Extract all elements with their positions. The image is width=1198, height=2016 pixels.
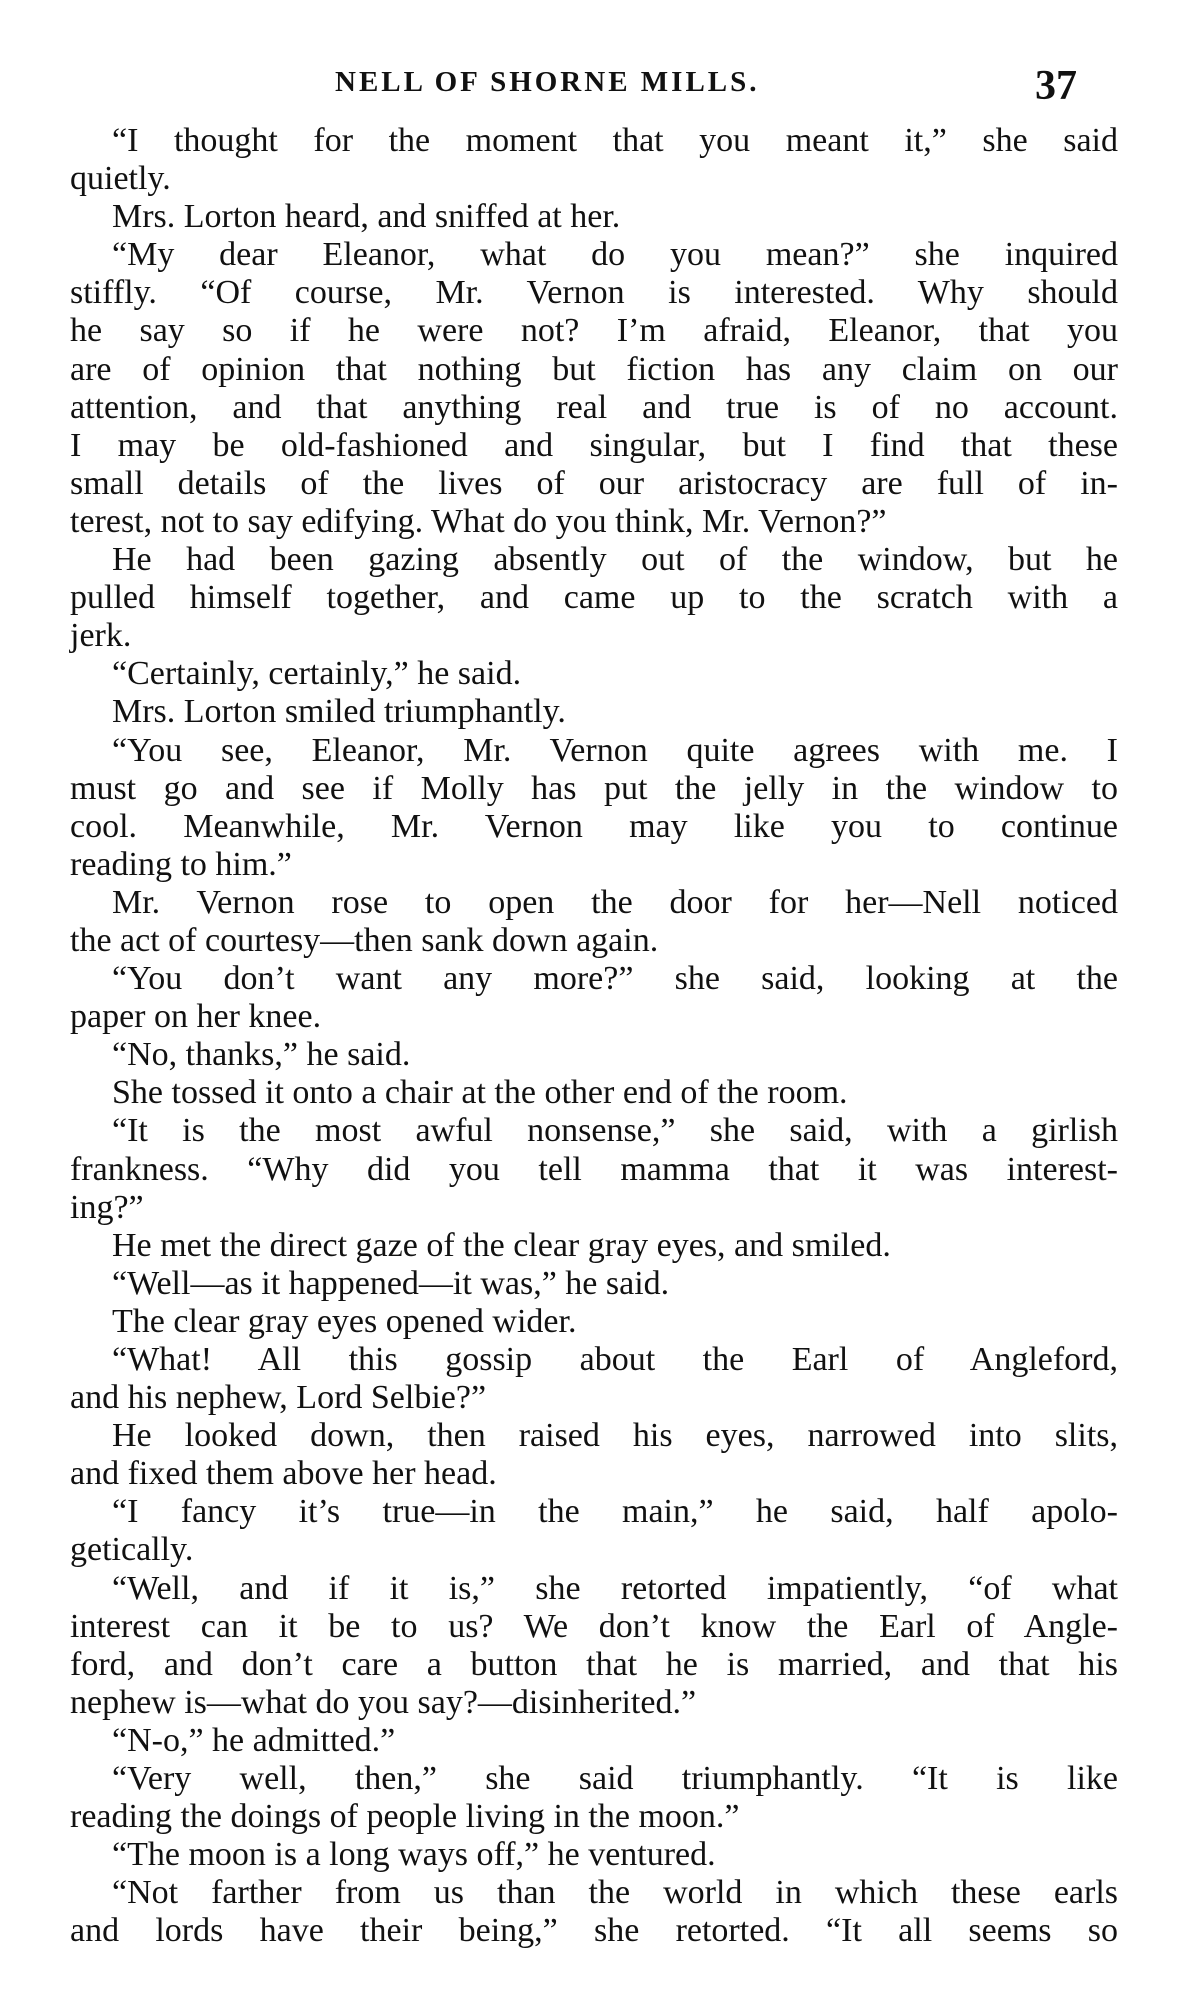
text-line: getically.	[70, 1531, 194, 1569]
paragraph	[70, 1417, 1118, 1493]
paragraph	[70, 1303, 1118, 1341]
text-line: “N-o,” he admitted.”	[112, 1721, 396, 1759]
paragraph	[70, 1722, 1118, 1760]
body-text	[70, 122, 1118, 1951]
text-line: I may be old-fashioned and singular, but I find that these	[70, 426, 1118, 464]
text-line: The clear gray eyes opened wider.	[112, 1302, 577, 1340]
text-line: must go and see if Molly has put the jelly in the window to	[70, 769, 1118, 807]
text-line: “Not farther from us than the world in which these earls	[112, 1874, 1118, 1912]
text-line: “What! All this gossip about the Earl of Angleford,	[112, 1341, 1118, 1378]
text-line: ford, and don’t care a button that he is married, and that his	[70, 1645, 1118, 1683]
paragraph	[70, 1570, 1118, 1722]
paragraph	[70, 236, 1118, 541]
text-line: Mrs. Lorton heard, and sniffed at her.	[112, 198, 621, 236]
text-line: and his nephew, Lord Selbie?”	[70, 1379, 487, 1417]
text-line: stiffly. “Of course, Mr. Vernon is interested. Why should	[70, 274, 1118, 312]
text-line: “Well, and if it is,” she retorted impatiently, “of what	[112, 1569, 1118, 1607]
text-line: He looked down, then raised his eyes, narrowed into slits,	[112, 1417, 1118, 1455]
text-line: quietly.	[70, 160, 171, 198]
paragraph	[70, 1074, 1118, 1112]
text-line: nephew is—what do you say?—disinherited.”	[70, 1683, 697, 1721]
paragraph	[70, 732, 1118, 884]
paragraph	[70, 1227, 1118, 1265]
running-title: NELL OF SHORNE MILLS.	[335, 66, 760, 98]
paragraph	[70, 122, 1118, 198]
text-line: “Certainly, certainly,” he said.	[112, 655, 522, 693]
text-line: are of opinion that nothing but fiction has any claim on our	[70, 350, 1118, 388]
text-line: She tossed it onto a chair at the other end of the room.	[112, 1074, 848, 1112]
text-line: Mr. Vernon rose to open the door for her—Nell noticed	[112, 883, 1118, 921]
text-line: terest, not to say edifying. What do you think, Mr. Vernon?”	[70, 502, 887, 540]
paragraph	[70, 198, 1118, 236]
paragraph	[70, 1836, 1118, 1874]
text-line: pulled himself together, and came up to the scratch with a	[70, 579, 1118, 617]
text-line: “No, thanks,” he said.	[112, 1036, 411, 1074]
text-line: reading to him.”	[70, 845, 292, 883]
paragraph	[70, 693, 1118, 731]
text-line: He had been gazing absently out of the window, but he	[112, 541, 1118, 579]
text-line: “Very well, then,” she said triumphantly. “It is like	[112, 1760, 1118, 1798]
paragraph	[70, 1874, 1118, 1950]
text-line: the act of courtesy—then sank down again.	[70, 921, 659, 959]
text-line: jerk.	[70, 617, 132, 655]
paragraph	[70, 1760, 1118, 1836]
text-line: “The moon is a long ways off,” he ventured.	[112, 1836, 716, 1874]
text-line: He met the direct gaze of the clear gray eyes, and smiled.	[112, 1226, 891, 1264]
paragraph	[70, 1265, 1118, 1303]
text-line: attention, and that anything real and true is of no account.	[70, 388, 1118, 426]
text-line: “You don’t want any more?” she said, looking at the	[112, 960, 1118, 998]
text-line: reading the doings of people living in the moon.”	[70, 1798, 740, 1836]
text-line: “I thought for the moment that you meant it,” she said	[112, 122, 1118, 159]
text-line: small details of the lives of our aristocracy are full of in-	[70, 464, 1118, 502]
text-line: interest can it be to us? We don’t know the Earl of Angle-	[70, 1607, 1118, 1645]
text-line: “Well—as it happened—it was,” he said.	[112, 1264, 670, 1302]
paragraph	[70, 1493, 1118, 1569]
text-line: Mrs. Lorton smiled triumphantly.	[112, 693, 566, 731]
text-line: “You see, Eleanor, Mr. Vernon quite agrees with me. I	[112, 731, 1118, 769]
text-line: and fixed them above her head.	[70, 1455, 497, 1493]
text-line: “My dear Eleanor, what do you mean?” she inquired	[112, 236, 1118, 274]
text-line: he say so if he were not? I’m afraid, Eleanor, that you	[70, 312, 1118, 350]
text-line: “It is the most awful nonsense,” she said, with a girlish	[112, 1112, 1118, 1150]
running-head	[0, 62, 1198, 122]
paragraph	[70, 1036, 1118, 1074]
paragraph	[70, 1112, 1118, 1226]
text-line: ing?”	[70, 1188, 144, 1226]
page-number: 37	[1035, 63, 1077, 109]
text-line: “I fancy it’s true—in the main,” he said, half apolo-	[112, 1493, 1118, 1531]
paragraph	[70, 541, 1118, 655]
text-line: and lords have their being,” she retorted. “It all seems so	[70, 1912, 1118, 1950]
text-line: cool. Meanwhile, Mr. Vernon may like you to continue	[70, 807, 1118, 845]
text-line: paper on her knee.	[70, 998, 322, 1036]
paragraph	[70, 655, 1118, 693]
paragraph	[70, 884, 1118, 960]
paragraph	[70, 960, 1118, 1036]
text-line: frankness. “Why did you tell mamma that it was interest-	[70, 1150, 1118, 1188]
paragraph	[70, 1341, 1118, 1417]
